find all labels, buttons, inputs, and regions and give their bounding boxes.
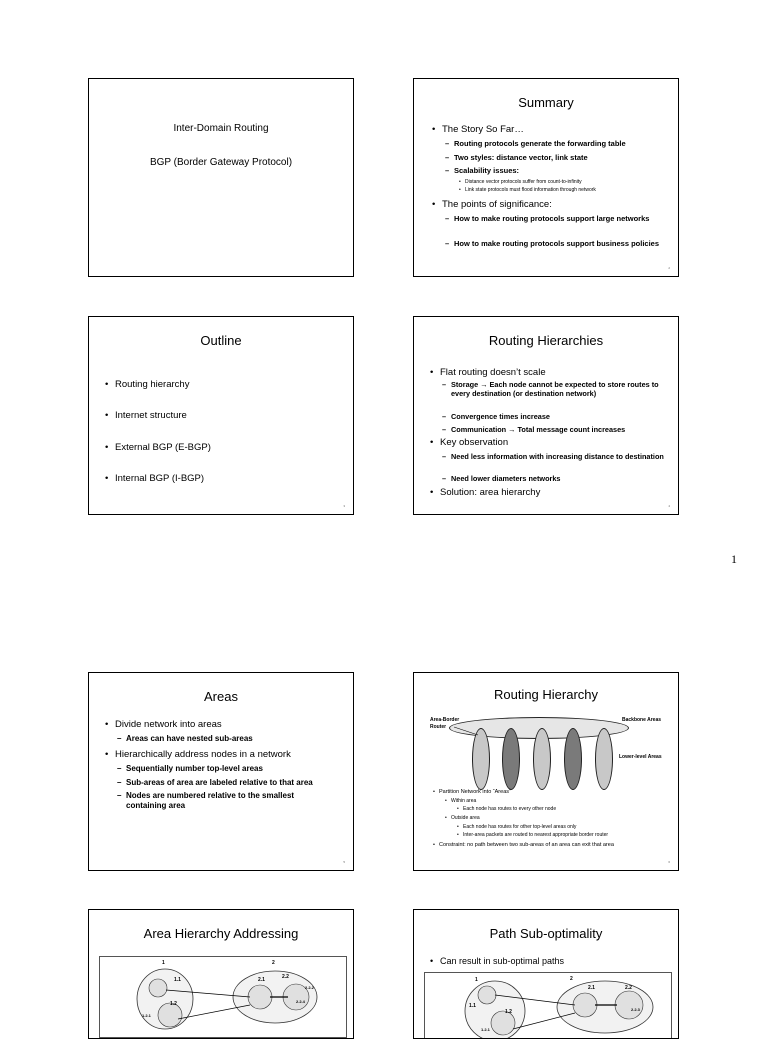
slide-area-hierarchy-addressing (88, 909, 354, 1039)
slide-heading: Inter-Domain Routing (173, 123, 269, 134)
slide-title: Areas (204, 689, 238, 704)
bullet: • External BGP (E-BGP) (115, 442, 211, 454)
bullet: • Hierarchically address nodes in a network (115, 749, 350, 761)
slide-title: Path Sub-optimality (489, 926, 603, 941)
node-label: 1.2 (170, 1001, 177, 1007)
node-label: 2.1 (258, 977, 265, 983)
slide-title: Outline (200, 333, 242, 348)
node-label: 1.2.1 (142, 1013, 151, 1018)
bullet: • Internet structure (115, 410, 187, 422)
sub-bullet: • Outside area (451, 815, 480, 822)
sub-bullet: – How to make routing protocols support business policies (454, 239, 664, 249)
slide-number: 6 (668, 860, 670, 864)
slide-title: Summary (518, 95, 574, 110)
suboptimal-diagram (424, 972, 672, 1039)
node-label: 1.2.1 (481, 1027, 490, 1032)
bullet: • Internal BGP (I-BGP) (115, 473, 204, 485)
sub-bullet: – Convergence times increase (451, 412, 666, 422)
node-label: 1.1 (174, 977, 181, 983)
slide-title: Routing Hierarchy (493, 687, 599, 702)
slide-outline (88, 316, 354, 515)
bullet: • Solution: area hierarchy (440, 487, 670, 499)
backbone-label: Backbone Areas (622, 717, 661, 723)
area-label: 1 (162, 960, 165, 966)
sub-bullet: – Two styles: distance vector, link state (454, 153, 674, 163)
sub-bullet: – Need less information with increasing distance to destination (451, 452, 666, 461)
slide-title: Area Hierarchy Addressing (143, 926, 299, 941)
node-label: 2.2.4 (296, 999, 305, 1004)
sub-sub-bullet: • Distance vector protocols suffer from count-to-infinity (465, 179, 675, 186)
node-label: 2.2.3 (631, 1007, 640, 1012)
sub-bullet: – Routing protocols generate the forwarding table (454, 139, 679, 149)
bullet: • Divide network into areas (115, 719, 345, 731)
sub-bullet: – Sub-areas of area are labeled relative to that area (126, 778, 351, 788)
sub-bullet: – Communication → Total message count increases (451, 425, 676, 435)
slide-routing-hierarchy (413, 672, 679, 871)
bullet: • Routing hierarchy (115, 379, 189, 391)
bullet: • Constraint: no path between two sub-areas of an area can exit that area (439, 842, 614, 849)
sub-bullet: – Nodes are numbered relative to the smallest containing area (126, 791, 326, 811)
node-label: 1.2 (505, 1009, 512, 1015)
slide-areas (88, 672, 354, 871)
node-label: 1.1 (469, 1003, 476, 1009)
bullet: • Flat routing doesn’t scale (440, 367, 670, 379)
bullet: • Can result in sub-optimal paths (440, 955, 564, 967)
area-border-label: Area-Border Router (430, 717, 460, 730)
sub-bullet: – How to make routing protocols support large networks (454, 214, 654, 224)
node-label: 2.2 (282, 974, 289, 980)
sub-sub-bullet: • Link state protocols must flood information through network (465, 187, 675, 194)
bullet: • Partition Network into “Areas” (439, 789, 511, 796)
sub-bullet: • Within area (451, 798, 476, 805)
slide-summary (413, 78, 679, 277)
hierarchy-diagram (414, 713, 679, 788)
bullet: • The points of significance: (442, 199, 672, 211)
slide-title-page (88, 78, 354, 277)
sub-bullet: – Storage → Each node cannot be expected to store routes to every destination (or destination network) (451, 380, 666, 398)
network-graph (100, 957, 346, 1037)
area-label: 2 (570, 976, 573, 982)
sub-bullet: – Areas can have nested sub-areas (126, 734, 341, 744)
bullet: • The Story So Far… (442, 124, 672, 136)
sub-bullet: – Sequentially number top-level areas (126, 764, 341, 774)
node-label: 2.2.2 (305, 985, 314, 990)
slide-routing-hierarchies (413, 316, 679, 515)
area-label: 2 (272, 960, 275, 966)
slide-number: 2 (668, 266, 670, 270)
addressing-diagram (99, 956, 347, 1038)
sub-sub-bullet: • Inter-area packets are routed to nearest appropriate border router (463, 832, 608, 839)
bullet: • Key observation (440, 437, 670, 449)
slide-number: 5 (343, 860, 345, 864)
slide-number: 3 (343, 504, 345, 508)
area-label: 1 (475, 977, 478, 983)
lower-level-label: Lower-level Areas (619, 754, 662, 760)
sub-sub-bullet: • Each node has routes to every other node (463, 806, 556, 813)
sub-bullet: – Scalability issues: (454, 166, 674, 176)
sub-sub-bullet: • Each node has routes for other top-level areas only (463, 824, 576, 831)
slide-path-sub-optimality (413, 909, 679, 1039)
sub-bullet: – Need lower diameters networks (451, 474, 666, 484)
slide-title: Routing Hierarchies (488, 333, 604, 348)
slide-number: 4 (668, 504, 670, 508)
page-number: 1 (731, 552, 737, 566)
node-label: 2.2 (625, 985, 632, 991)
node-label: 2.1 (588, 985, 595, 991)
slide-subheading: BGP (Border Gateway Protocol) (149, 157, 293, 168)
network-graph (425, 973, 671, 1039)
